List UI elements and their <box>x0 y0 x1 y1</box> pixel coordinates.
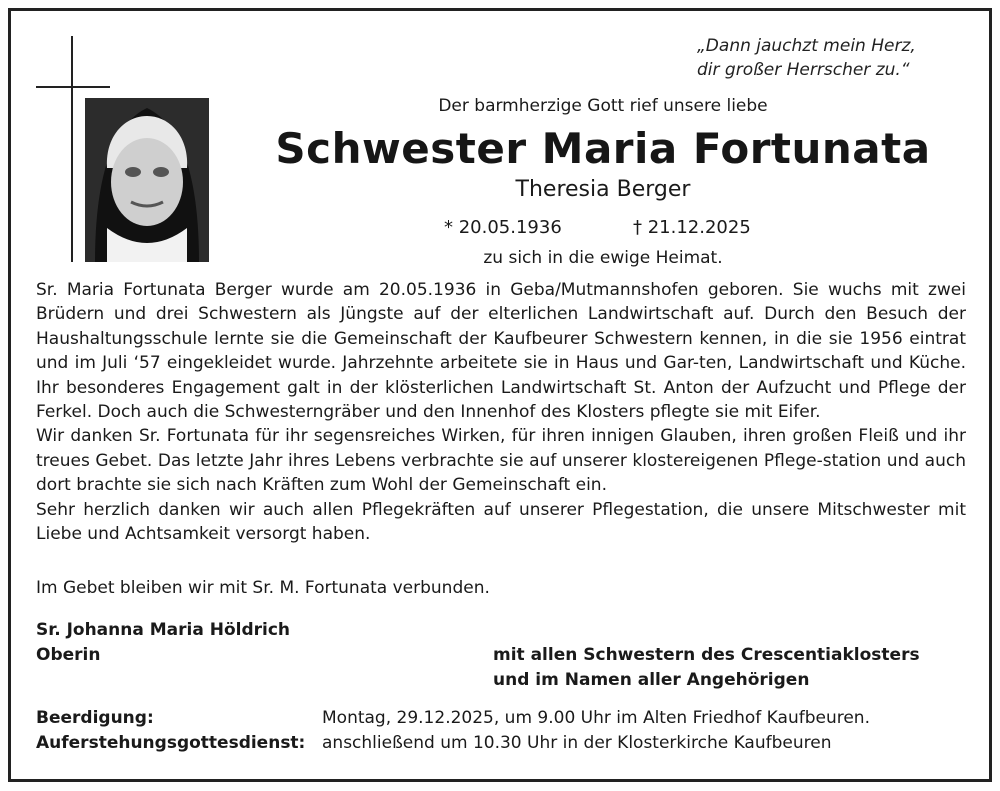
service-label: Auferstehungsgottesdienst: <box>36 733 306 753</box>
bio-paragraph: Wir danken Sr. Fortunata für ihr segensreiches Wirken, für ihren innigen Glauben, ihren großen Fleiß und ihr treues Gebet. Das letzte Jahr ihres Lebens verbrachte sie auf unserer klostereigenen Pflege-station und auch dort brachte sie sich nach Kräften zum Wohl der Gemeinschaft ein. <box>36 426 966 496</box>
quote-line-2: dir großer Herrscher zu.“ <box>697 60 910 80</box>
community-line-1: mit allen Schwestern des Crescentiaklosters <box>493 645 920 665</box>
biography <box>36 278 966 546</box>
bio-paragraph: Sehr herzlich danken wir auch allen Pflegekräften auf unserer Pflegestation, die unsere Mitschwester mit Liebe und Achtsamkeit versorgt haben. <box>36 499 966 545</box>
funeral-labels <box>36 706 305 756</box>
cross-icon-bar <box>36 86 110 88</box>
heimat-text: zu sich in die ewige Heimat. <box>483 248 723 268</box>
signature <box>36 618 290 668</box>
intro-text: Der barmherzige Gott rief unsere liebe <box>438 96 768 116</box>
signature-role: Oberin <box>36 645 101 665</box>
funeral-details <box>322 706 870 756</box>
signature-name: Sr. Johanna Maria Höldrich <box>36 620 291 640</box>
birth-date: * 20.05.1936 <box>444 217 562 238</box>
quote <box>697 34 916 82</box>
quote-line-1: „Dann jauchzt mein Herz, <box>697 36 916 56</box>
deceased-name: Schwester Maria Fortunata <box>275 124 931 173</box>
civil-name: Theresia Berger <box>515 177 691 202</box>
community-signature <box>493 643 920 693</box>
service-text: anschließend um 10.30 Uhr in der Klosterkirche Kaufbeuren <box>322 733 832 753</box>
farewell-text: Im Gebet bleiben wir mit Sr. M. Fortunata verbunden. <box>36 578 490 598</box>
death-date: † 21.12.2025 <box>633 217 751 238</box>
burial-text: Montag, 29.12.2025, um 9.00 Uhr im Alten Friedhof Kaufbeuren. <box>322 708 870 728</box>
burial-label: Beerdigung: <box>36 708 154 728</box>
community-line-2: und im Namen aller Angehörigen <box>493 670 810 690</box>
bio-paragraph: Sr. Maria Fortunata Berger wurde am 20.05.1936 in Geba/Mutmannshofen geboren. Sie wuchs mit zwei Brüdern und drei Schwestern als Jüngste auf der elterlichen Landwirtschaft auf. Durch den Besuch der Haushaltungsschule lernte sie die Gemeinschaft der Kaufbeurer Schwestern kennen, in die sie 1956 eintrat und im Juli ‘57 eingekleidet wurde. Jahrzehnte arbeitete sie in Haus und Gar-ten, Landwirtschaft und Küche. Ihr besonderes Engagement galt in der klösterlichen Landwirtschaft St. Anton der Aufzucht und Pflege der Ferkel. Doch auch die Schwesterngräber und den Innenhof des Klosters pflegte sie mit Eifer. <box>36 280 966 423</box>
